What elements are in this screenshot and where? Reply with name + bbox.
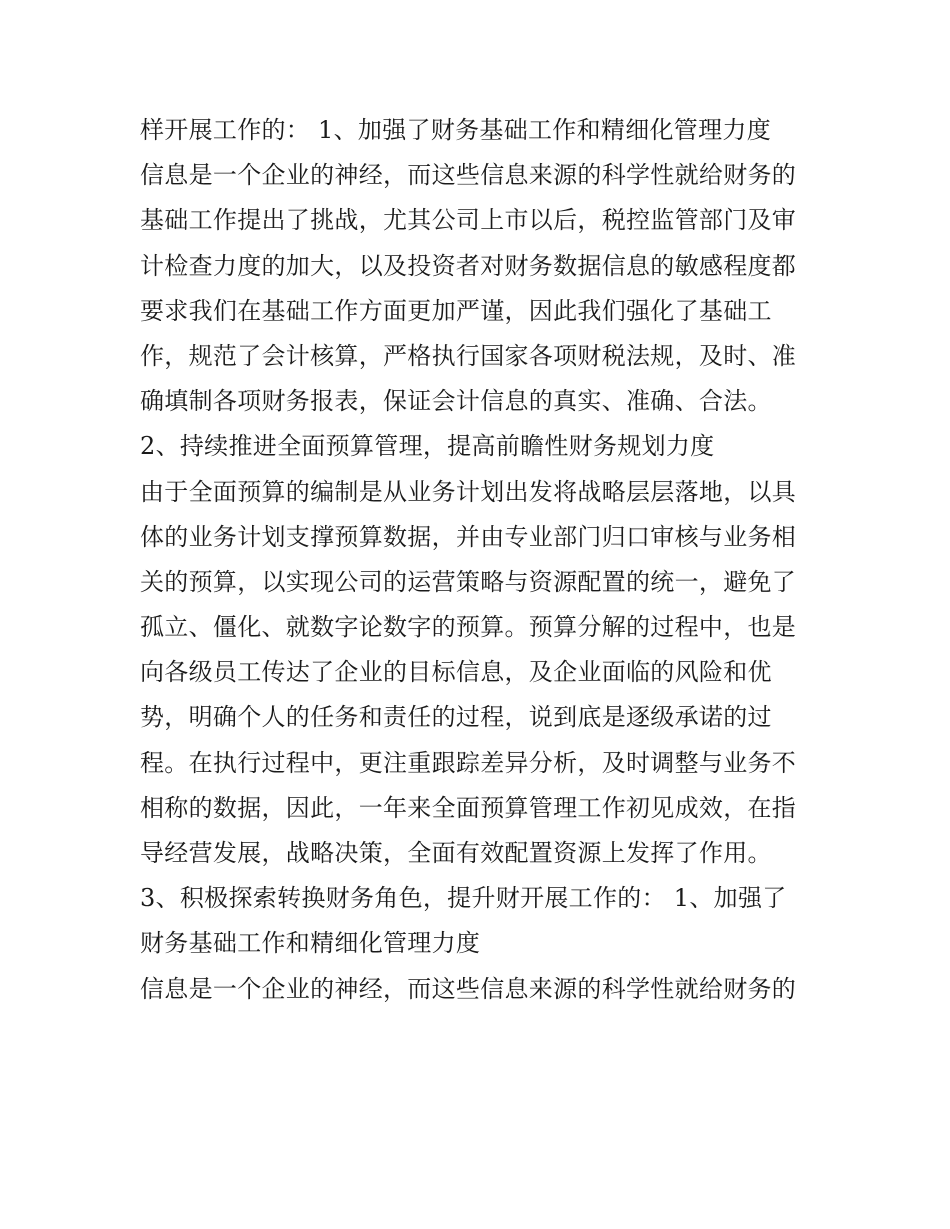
text-line: 财务基础工作和精细化管理力度 xyxy=(140,929,481,958)
text-line: 作，规范了会计核算，严格执行国家各项财税法规，及时、准 xyxy=(140,341,797,370)
text-line: 势，明确个人的任务和责任的过程，说到底是逐级承诺的过 xyxy=(140,703,772,732)
text-line: 样开展工作的： 1、加强了财务基础工作和精细化管理力度 xyxy=(140,116,771,144)
text-line: 向各级员工传达了企业的目标信息，及企业面临的风险和优 xyxy=(140,658,772,687)
text-line: 计检查力度的加大，以及投资者对财务数据信息的敏感程度都 xyxy=(140,251,797,280)
text-line: 相称的数据，因此，一年来全面预算管理工作初见成效，在指 xyxy=(140,793,797,822)
text-line: 确填制各项财务报表，保证会计信息的真实、准确、合法。 xyxy=(140,387,772,416)
document-body xyxy=(140,108,820,1012)
text-line: 导经营发展，战略决策，全面有效配置资源上发挥了作用。 xyxy=(140,839,772,867)
text-line: 基础工作提出了挑战，尤其公司上市以后，税控监管部门及审 xyxy=(140,206,797,235)
text-line: 由于全面预算的编制是从业务计划出发将战略层层落地，以具 xyxy=(140,477,797,506)
text-line: 孤立、僵化、就数字论数字的预算。预算分解的过程中，也是 xyxy=(140,613,797,642)
section-heading-3: 3、积极探索转换财务角色，提升财开展工作的： 1、加强了 xyxy=(140,884,787,913)
text-line: 信息是一个企业的神经，而这些信息来源的科学性就给财务的 xyxy=(140,161,797,190)
text-line: 要求我们在基础工作方面更加严谨，因此我们强化了基础工 xyxy=(140,296,772,325)
text-line: 关的预算，以实现公司的运营策略与资源配置的统一，避免了 xyxy=(140,567,797,596)
section-heading-2: 2、持续推进全面预算管理，提高前瞻性财务规划力度 xyxy=(140,432,715,461)
text-line: 信息是一个企业的神经，而这些信息来源的科学性就给财务的 xyxy=(140,974,797,1003)
text-line: 程。在执行过程中，更注重跟踪差异分析，及时调整与业务不 xyxy=(140,748,797,777)
text-line: 体的业务计划支撑预算数据，并由专业部门归口审核与业务相 xyxy=(140,522,797,551)
